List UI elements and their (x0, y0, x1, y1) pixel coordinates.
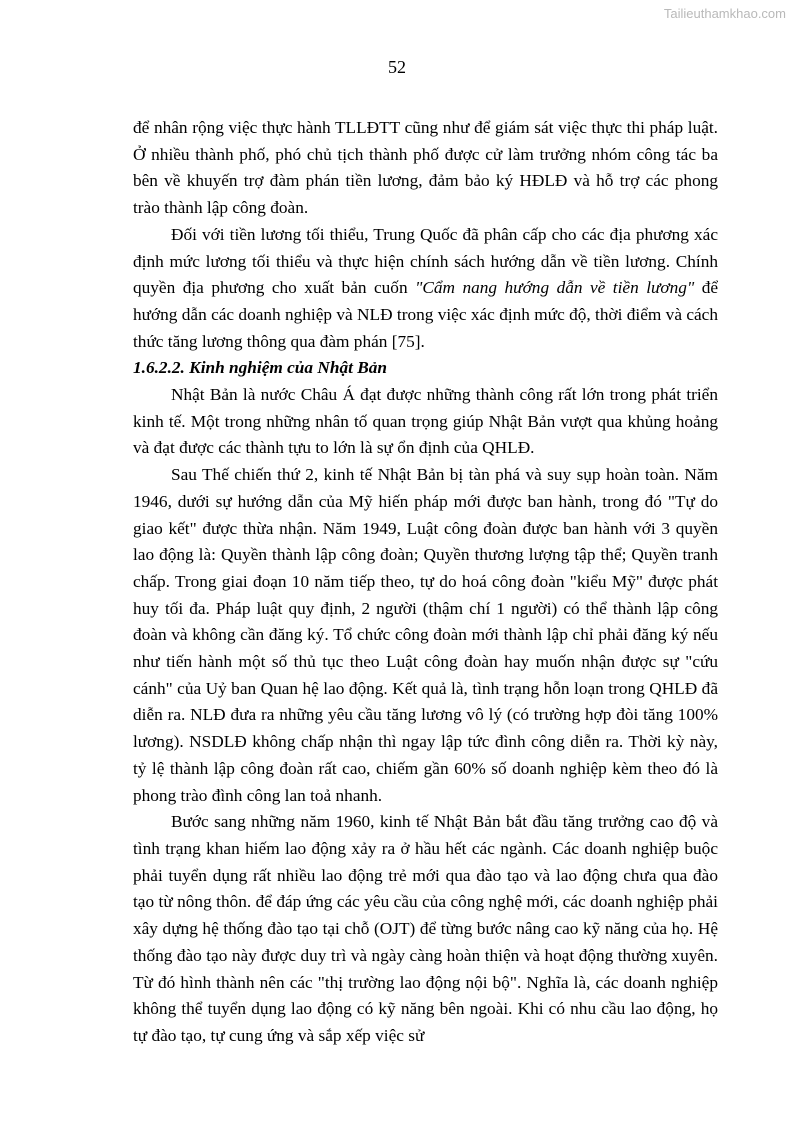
section-heading: 1.6.2.2. Kinh nghiệm của Nhật Bản (133, 358, 388, 378)
paragraph-1960s: Bước sang những năm 1960, kinh tế Nhật Bản bắt đầu tăng trưởng cao độ và tình trạng khan hiếm lao động xảy ra ở hầu hết các ngành. Các doanh nghiệp buộc phải tuyển dụng rất nhiều lao động trẻ mới qua đào tạo và lao động chưa qua đào tạo từ nông thôn. để đáp ứng các yêu cầu của công nghệ mới, các doanh nghiệp phải xây dựng hệ thống đào tạo tại chỗ (OJT) để từng bước nâng cao kỹ năng của họ. Hệ thống đào tạo này được duy trì và ngày càng hoàn thiện và hoạt động thường xuyên. Từ đó hình thành nên các "thị trường lao động nội bộ". Nghĩa là, các doanh nghiệp không thể tuyển dụng lao động có kỹ năng bên ngoài. Khi có nhu cầu lao động, họ tự đào tạo, tự cung ứng và sắp xếp việc sử (133, 812, 718, 1045)
paragraph-continuation: để nhân rộng việc thực hành TLLĐTT cũng như để giám sát việc thực thi pháp luật. Ở nhiều thành phố, phó chủ tịch thành phố được cử làm trưởng nhóm công tác ba bên về khuyến trợ đàm phán tiền lương, đảm bảo ký HĐLĐ và hỗ trợ các phong trào thành lập công đoàn. (133, 118, 718, 218)
paragraph-minimum-wage (133, 222, 718, 356)
watermark: Tailieuthamkhao.com (663, 6, 786, 21)
paragraph-postwar: Sau Thế chiến thứ 2, kinh tế Nhật Bản bị tàn phá và suy sụp hoàn toàn. Năm 1946, dưới sự hướng dẫn của Mỹ hiến pháp mới được ban hành, trong đó "Tự do giao kết" được thừa nhận. Năm 1949, Luật công đoàn được ban hành với 3 quyền lao động là: Quyền thành lập công đoàn; Quyền thương lượng tập thể; Quyền tranh chấp. Trong giai đoạn 10 năm tiếp theo, tự do hoá công đoàn "kiểu Mỹ" được phát huy tối đa. Pháp luật quy định, 2 người (thậm chí 1 người) có thể thành lập công đoàn và không cần đăng ký. Tổ chức công đoàn mới thành lập chỉ phải đăng ký nếu như tiến hành một số thủ tục theo Luật công đoàn hay muốn nhận được sự "cứu cánh" của Uỷ ban Quan hệ lao động. Kết quả là, tình trạng hỗn loạn trong QHLĐ đã diễn ra. NLĐ đưa ra những yêu cầu tăng lương vô lý (có trường hợp đòi tăng 100% lương). NSDLĐ không chấp nhận thì ngay lập tức đình công diễn ra. Thời kỳ này, tỷ lệ thành lập công đoàn rất cao, chiếm gần 60% số doanh nghiệp kèm theo đó là phong trào đình công lan toả nhanh. (133, 465, 718, 805)
paragraph-japan-intro: Nhật Bản là nước Châu Á đạt được những thành công rất lớn trong phát triển kinh tế. Một trong những nhân tố quan trọng giúp Nhật Bản vượt qua khủng hoảng và đạt được các thành tựu to lớn là sự ổn định của QHLĐ. (133, 385, 718, 458)
page-number: 52 (388, 57, 406, 77)
document-body (133, 115, 718, 1050)
paragraph-text: để hướng dẫn các doanh nghiệp và NLĐ trong việc xác định mức độ, thời điểm và cách thức tăng lương thông qua đàm phán [75]. (133, 278, 719, 351)
book-title: "Cẩm nang hướng dẫn về tiền lương" (415, 278, 695, 298)
paragraph-text: Đối với tiền lương tối thiểu, Trung Quốc đã phân cấp cho các địa phương xác định mức lương tối thiểu và thực hiện chính sách hướng dẫn về tiền lương. Chính quyền địa phương cho xuất bản cuốn (133, 224, 718, 298)
